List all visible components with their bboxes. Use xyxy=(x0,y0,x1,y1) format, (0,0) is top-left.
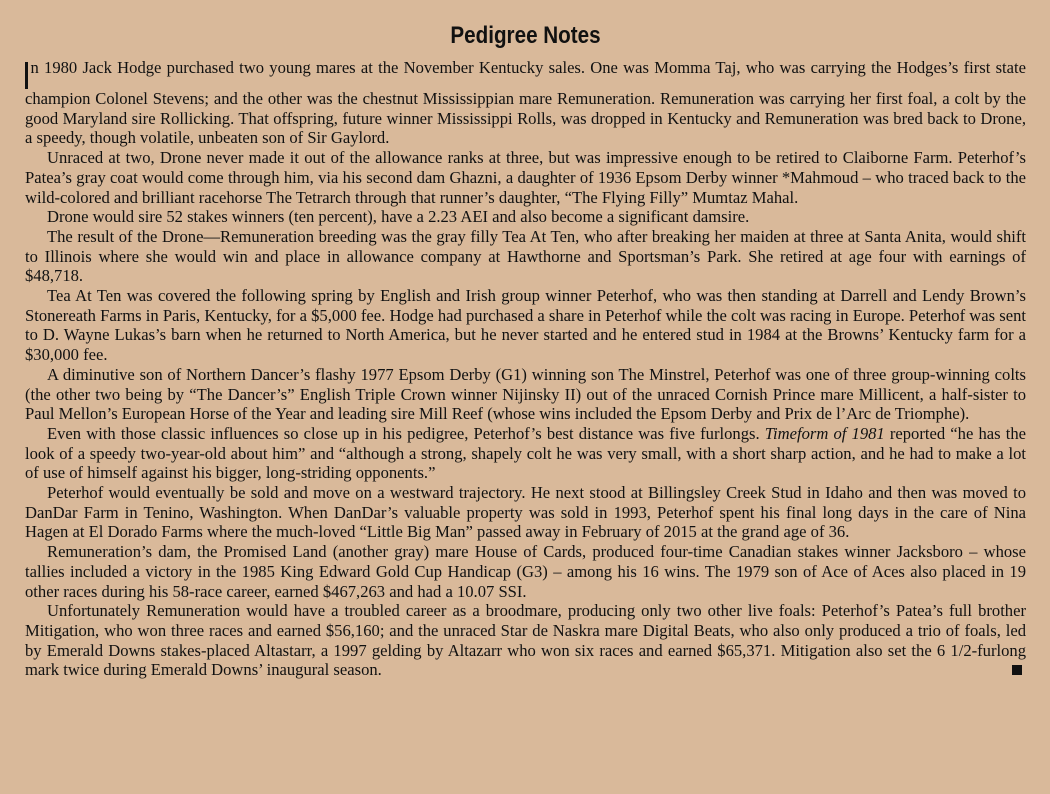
paragraph-1 xyxy=(25,58,1026,148)
paragraph-10 xyxy=(25,601,1026,680)
article-body xyxy=(25,58,1026,680)
paragraph-3: Drone would sire 52 stakes winners (ten percent), have a 2.23 AEI and also become a significant damsire. xyxy=(47,207,750,227)
paragraph-4: The result of the Drone—Remuneration breeding was the gray filly Tea At Ten, who after breaking her maiden at three at Santa Anita, would shift to Illinois where she would win and place in allowance company at Hawthorne and Sportsman’s Park. She retired at age four with earnings of $48,718. xyxy=(25,226,1026,286)
paragraph-7-text-a: Even with those classic influences so close up in his pedigree, Peterhof’s best distance was five furlongs. xyxy=(47,423,765,443)
paragraph-8: Peterhof would eventually be sold and move on a westward trajectory. He next stood at Billingsley Creek Stud in Idaho and then was moved to DanDar Farm in Tenino, Washington. When DanDar’s valuable property was sold in 1993, Peterhof spent his final long days in the care of Nina Hagen at El Dorado Farms where the much-loved “Little Big Man” passed away in February of 2015 at the grand age of 36. xyxy=(25,483,1026,542)
paragraph-2: Unraced at two, Drone never made it out of the allowance ranks at three, but was impressive enough to be retired to Claiborne Farm. Peterhof’s Patea’s gray coat would come through him, via his second dam Ghazni, a daughter of 1936 Epsom Derby winner *Mahmoud – who traced back to the wild-colored and brilliant racehorse The Tetrarch through that runner’s daughter, “The Flying Filly” Mumtaz Mahal. xyxy=(25,148,1026,207)
page-title: Pedigree Notes xyxy=(450,22,601,49)
paragraph-6: A diminutive son of Northern Dancer’s flashy 1977 Epsom Derby (G1) winning son The Minstrel, Peterhof was one of three group-winning colts (the other two being by “The Dancer’s” English Triple Crown winner Nijinsky II) out of the unraced Cornish Prince mare Millicent, a half-sister to Paul Mellon’s European Horse of the Year and leading sire Mill Reef (whose wins included the Epsom Derby and Prix de l’Arc de Triomphe). xyxy=(25,364,1026,424)
paragraph-1-text: n 1980 Jack Hodge purchased two young mares at the November Kentucky sales. One was Momma Taj, who was carrying the Hodges’s first state champion Colonel Stevens; and the other was the chestnut Mississippian mare Remuneration. Remuneration was carrying her first foal, a colt by the good Maryland sire Rollicking. That offspring, future winner Mississippi Rolls, was dropped in Kentucky and Remuneration was bred back to Drone, a speedy, though volatile, unbeaten son of Sir Gaylord. xyxy=(25,58,1026,148)
end-of-article-square-icon xyxy=(1012,665,1022,675)
paragraph-9: Remuneration’s dam, the Promised Land (another gray) mare House of Cards, produced four-time Canadian stakes winner Jacksboro – whose tallies included a victory in the 1985 King Edward Gold Cup Handicap (G3) – among his 16 wins. The 1979 son of Ace of Aces also placed in 19 other races during his 58-race career, earned $467,263 and had a 10.07 SSI. xyxy=(25,542,1026,601)
paragraph-5: Tea At Ten was covered the following spring by English and Irish group winner Peterhof, who was then standing at Darrell and Lendy Brown’s Stonereath Farms in Paris, Kentucky, for a $5,000 fee. Hodge had purchased a share in Peterhof while the colt was racing in Europe. Peterhof was sent to D. Wayne Lukas’s barn when he returned to North America, but he never started and he entered stud in 1984 at the Browns’ Kentucky farm for a $30,000 fee. xyxy=(25,286,1026,365)
paragraph-7 xyxy=(25,424,1026,483)
paragraph-7-text-b: reported “he has the look of a speedy two-year-old about him” and “although a strong, shapely colt he was very small, with a short sharp action, and he had to make a lot of use of himself against his bigger, long-striding opponents.” xyxy=(25,423,1026,483)
paragraph-10-text: Unfortunately Remuneration would have a troubled career as a broodmare, producing only two other live foals: Peterhof’s Patea’s full brother Mitigation, who won three races and earned $56,160; and the unraced Star de Naskra mare Digital Beats, who also only produced a trio of foals, led by Emerald Downs stakes-placed Altastarr, a 1997 gelding by Altazarr who won six races and earned $65,371. Mitigation also set the 6 1/2-furlong mark twice during Emerald Downs’ inaugural season. xyxy=(25,601,1026,680)
drop-cap-i xyxy=(25,62,28,89)
publication-title: Timeform of 1981 xyxy=(764,423,885,443)
